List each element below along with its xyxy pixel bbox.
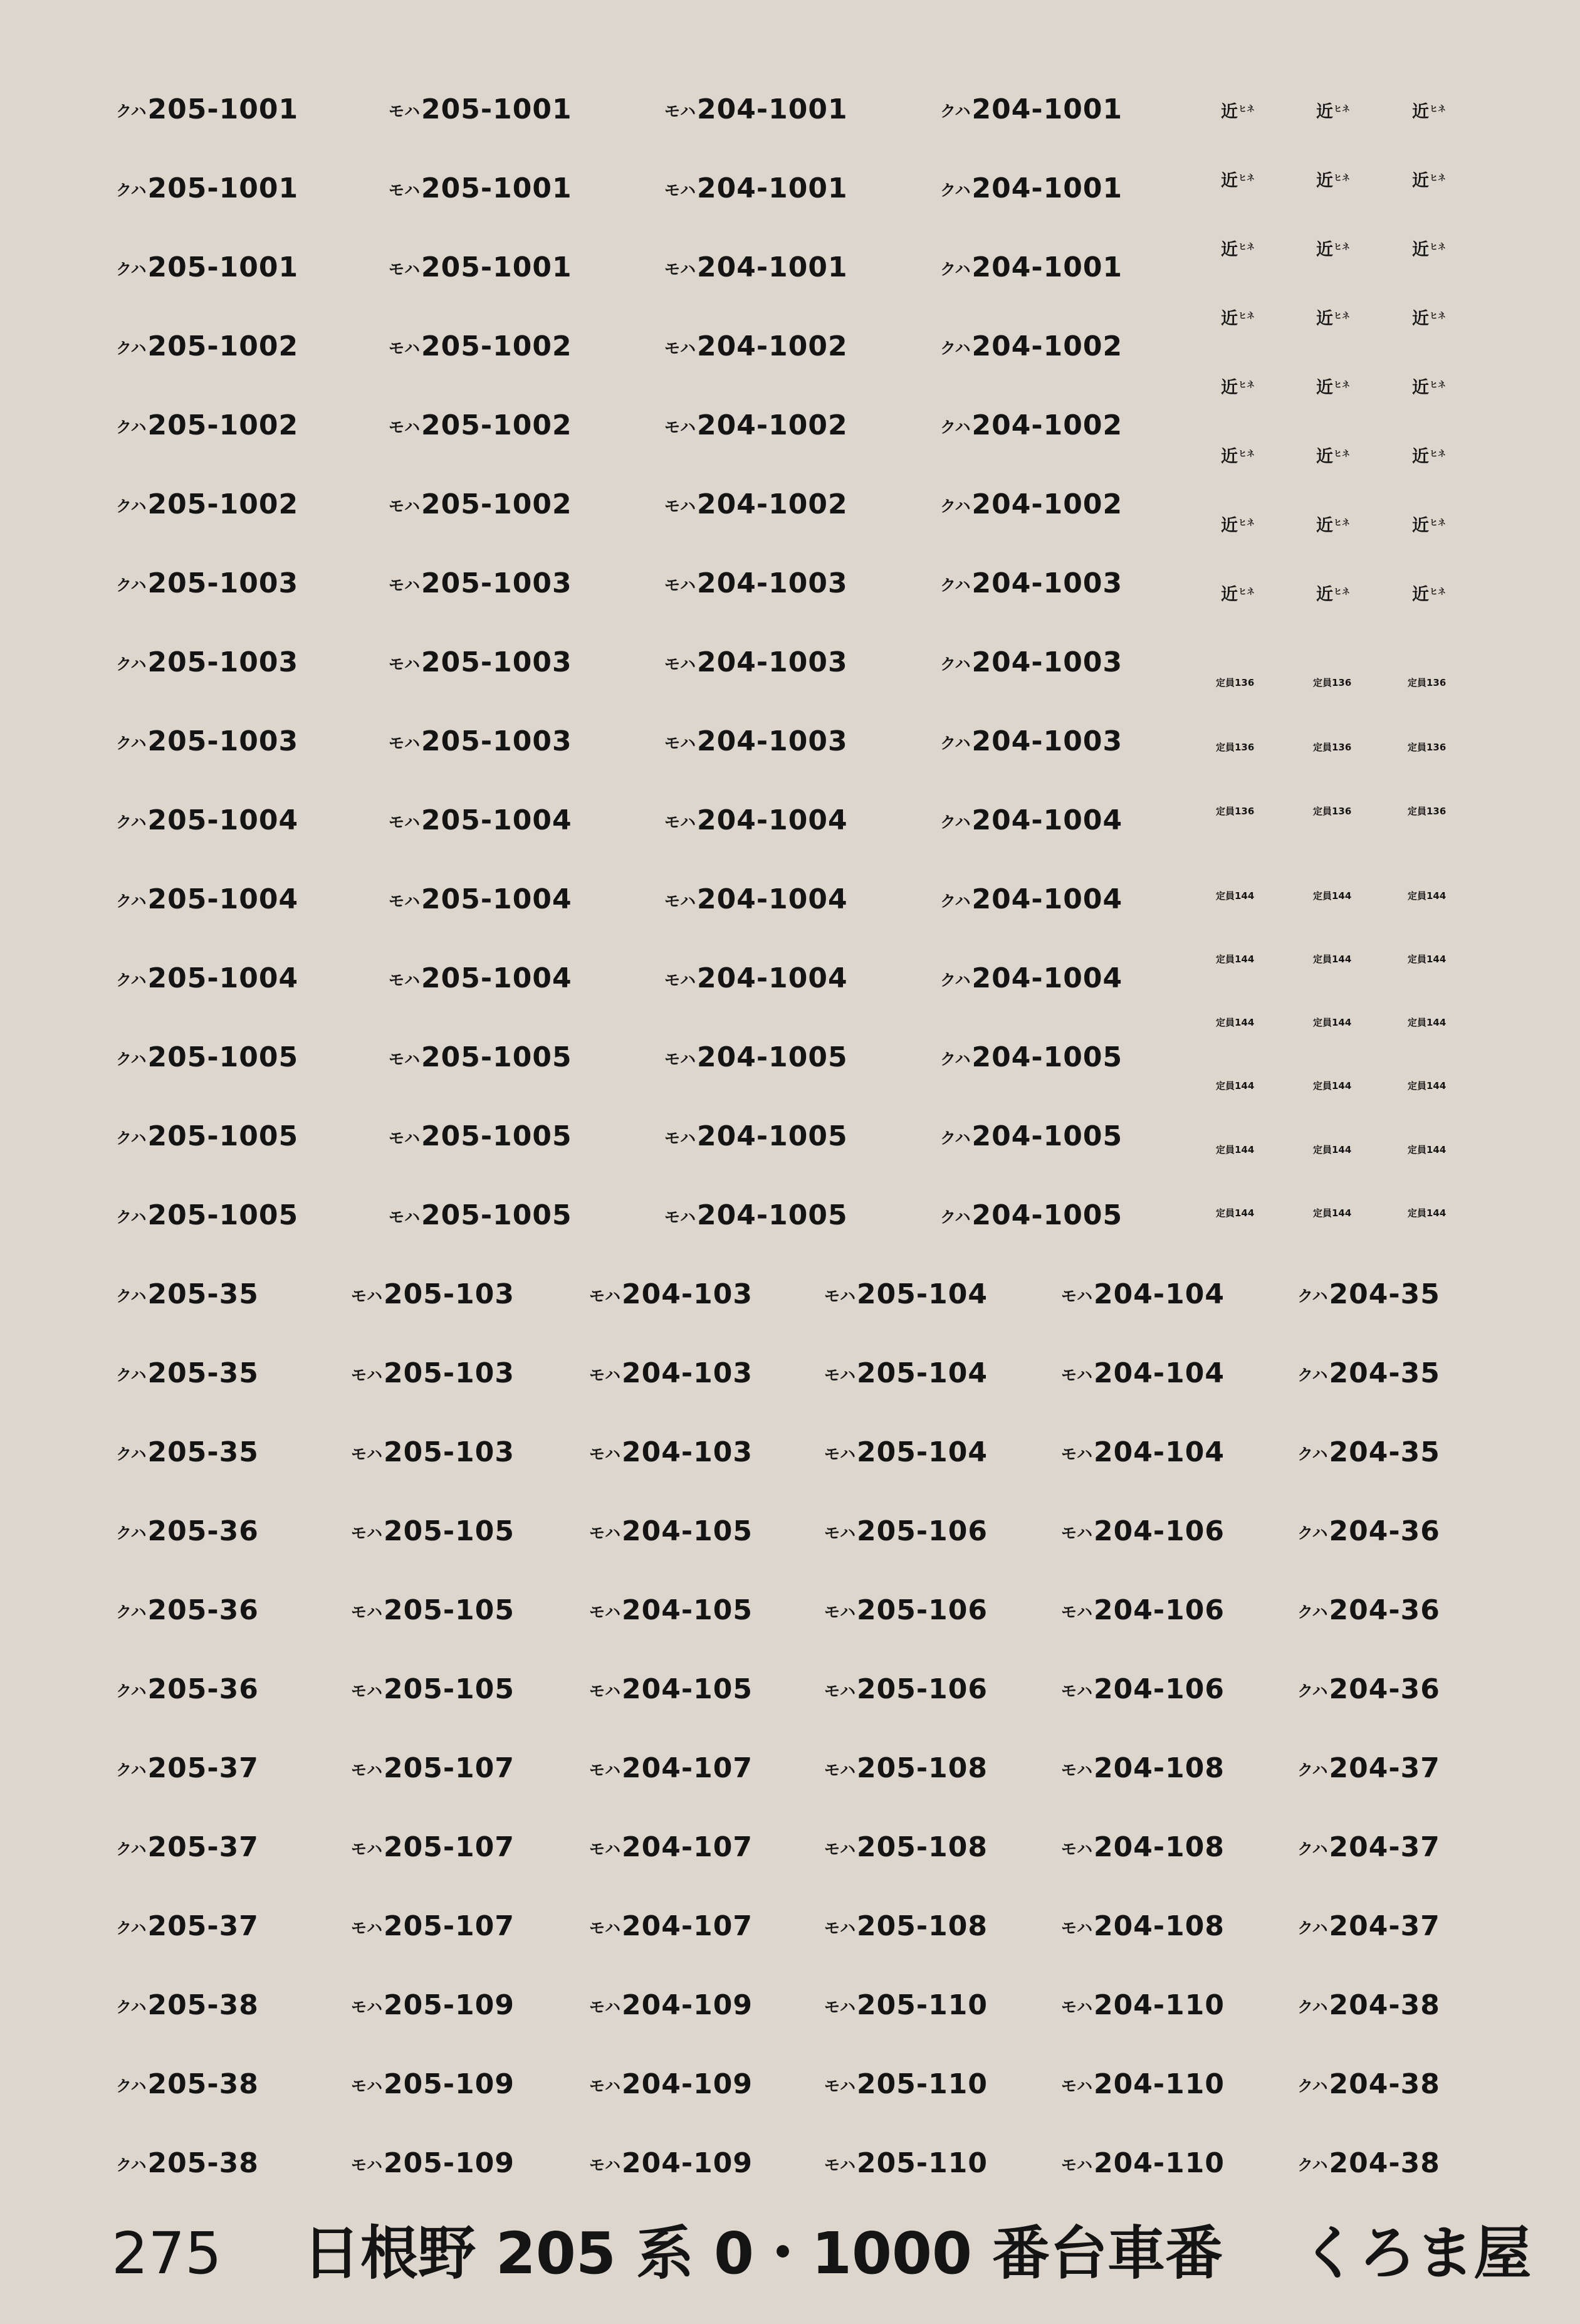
car-number-decal: クハ205-36 [116,1673,259,1705]
car-number-decal: クハ205-36 [116,1594,259,1626]
car-number-decal: モハ204-104 [1061,1278,1225,1310]
car-number-decal: モハ204-103 [589,1278,753,1310]
car-number-decal: クハ205-1001 [116,251,299,283]
car-number-decal: モハ205-1005 [389,1120,572,1152]
car-number-decal: モハ204-1004 [664,962,848,994]
car-number-decal: クハ204-36 [1297,1594,1440,1626]
depot-mark-decal: 近$^{ヒネ}$ [1412,516,1447,535]
depot-mark-decal: 近$^{ヒネ}$ [1412,309,1447,329]
car-number-decal: クハ204-1004 [940,804,1123,836]
car-number-decal: モハ205-1005 [389,1041,572,1073]
capacity-mark-decal: 定員136 [1408,677,1447,688]
depot-mark-decal: 近$^{ヒネ}$ [1412,102,1447,122]
capacity-mark-decal: 定員144 [1408,954,1447,965]
capacity-mark-decal: 定員144 [1408,1017,1447,1028]
car-number-decal: モハ204-110 [1061,1989,1225,2021]
car-number-decal: モハ204-1001 [664,251,848,283]
car-number-decal: モハ204-110 [1061,2147,1225,2179]
car-number-decal: モハ204-104 [1061,1436,1225,1468]
depot-mark-decal: 近$^{ヒネ}$ [1412,171,1447,191]
car-number-decal: モハ204-1004 [664,883,848,915]
depot-mark-decal: 近$^{ヒネ}$ [1221,378,1255,397]
car-number-decal: クハ204-36 [1297,1515,1440,1547]
capacity-mark-decal: 定員136 [1408,806,1447,817]
depot-mark-decal: 近$^{ヒネ}$ [1316,447,1351,466]
car-number-decal: クハ205-38 [116,1989,259,2021]
car-number-decal: クハ205-36 [116,1515,259,1547]
depot-mark-decal: 近$^{ヒネ}$ [1316,309,1351,329]
car-number-decal: クハ204-38 [1297,2147,1440,2179]
car-number-decal: クハ205-35 [116,1357,259,1389]
car-number-decal: モハ205-1001 [389,172,572,204]
car-number-decal: クハ204-35 [1297,1357,1440,1389]
car-number-decal: クハ205-1005 [116,1199,299,1231]
car-number-decal: モハ204-106 [1061,1515,1225,1547]
car-number-decal: モハ204-109 [589,1989,753,2021]
car-number-decal: モハ204-109 [589,2147,753,2179]
car-number-decal: モハ205-1002 [389,330,572,362]
capacity-mark-decal: 定員144 [1313,1144,1352,1155]
car-number-decal: モハ205-1002 [389,409,572,441]
capacity-mark-decal: 定員144 [1216,954,1255,965]
car-number-decal: モハ204-108 [1061,1831,1225,1863]
car-number-decal: モハ205-103 [351,1357,515,1389]
capacity-mark-decal: 定員144 [1313,1207,1352,1219]
car-number-decal: モハ204-107 [589,1910,753,1942]
car-number-decal: モハ205-103 [351,1278,515,1310]
capacity-mark-decal: 定員136 [1313,806,1352,817]
car-number-decal: モハ205-1002 [389,488,572,520]
car-number-decal: クハ205-1004 [116,962,299,994]
capacity-mark-decal: 定員136 [1216,677,1255,688]
car-number-decal: モハ204-104 [1061,1357,1225,1389]
car-number-decal: モハ205-108 [824,1831,988,1863]
car-number-decal: モハ204-107 [589,1831,753,1863]
capacity-mark-decal: 定員144 [1408,1207,1447,1219]
car-number-decal: モハ204-103 [589,1436,753,1468]
car-number-decal: クハ204-35 [1297,1278,1440,1310]
capacity-mark-decal: 定員136 [1408,742,1447,753]
car-number-decal: クハ205-1005 [116,1120,299,1152]
car-number-decal: モハ205-106 [824,1673,988,1705]
depot-mark-decal: 近$^{ヒネ}$ [1412,240,1447,260]
capacity-mark-decal: 定員144 [1313,1080,1352,1091]
car-number-decal: クハ205-35 [116,1436,259,1468]
car-number-decal: クハ204-1002 [940,330,1123,362]
car-number-decal: モハ204-106 [1061,1673,1225,1705]
car-number-decal: モハ205-110 [824,1989,988,2021]
depot-mark-decal: 近$^{ヒネ}$ [1221,309,1255,329]
car-number-decal: モハ204-108 [1061,1910,1225,1942]
car-number-decal: モハ204-105 [589,1515,753,1547]
depot-mark-decal: 近$^{ヒネ}$ [1316,585,1351,604]
depot-mark-decal: 近$^{ヒネ}$ [1221,171,1255,191]
depot-mark-decal: 近$^{ヒネ}$ [1221,102,1255,122]
car-number-decal: モハ205-104 [824,1436,988,1468]
car-number-decal: クハ204-1002 [940,488,1123,520]
depot-mark-decal: 近$^{ヒネ}$ [1221,447,1255,466]
car-number-decal: クハ205-1003 [116,567,299,599]
car-number-decal: モハ204-107 [589,1752,753,1784]
car-number-decal: クハ204-37 [1297,1910,1440,1942]
car-number-decal: モハ205-108 [824,1910,988,1942]
car-number-decal: クハ204-38 [1297,1989,1440,2021]
car-number-decal: クハ204-1004 [940,883,1123,915]
car-number-decal: モハ205-1003 [389,646,572,678]
car-number-decal: モハ204-106 [1061,1594,1225,1626]
sheet-caption [112,2216,1531,2291]
car-number-decal: モハ204-109 [589,2068,753,2100]
car-number-decal: モハ205-110 [824,2147,988,2179]
depot-mark-decal: 近$^{ヒネ}$ [1412,447,1447,466]
car-number-decal: モハ205-105 [351,1515,515,1547]
car-number-decal: モハ205-109 [351,1989,515,2021]
depot-mark-decal: 近$^{ヒネ}$ [1316,171,1351,191]
depot-mark-decal: 近$^{ヒネ}$ [1316,240,1351,260]
car-number-decal: モハ205-108 [824,1752,988,1784]
car-number-decal: モハ205-109 [351,2147,515,2179]
car-number-decal: モハ205-104 [824,1278,988,1310]
product-code: 275 [112,2220,222,2287]
car-number-decal: モハ204-1001 [664,172,848,204]
car-number-decal: モハ205-1004 [389,883,572,915]
car-number-decal: モハ204-1003 [664,646,848,678]
capacity-mark-decal: 定員144 [1408,890,1447,902]
capacity-mark-decal: 定員144 [1216,1080,1255,1091]
car-number-decal: クハ205-1002 [116,488,299,520]
car-number-decal: クハ205-1004 [116,883,299,915]
car-number-decal: モハ205-109 [351,2068,515,2100]
car-number-decal: モハ204-105 [589,1594,753,1626]
car-number-decal: モハ204-1002 [664,330,848,362]
depot-mark-decal: 近$^{ヒネ}$ [1412,378,1447,397]
car-number-decal: クハ204-1001 [940,93,1123,125]
car-number-decal: クハ204-1002 [940,409,1123,441]
depot-mark-decal: 近$^{ヒネ}$ [1412,585,1447,604]
depot-mark-decal: 近$^{ヒネ}$ [1221,585,1255,604]
car-number-decal: クハ205-1002 [116,330,299,362]
capacity-mark-decal: 定員144 [1313,954,1352,965]
car-number-decal: モハ205-105 [351,1594,515,1626]
capacity-mark-decal: 定員144 [1216,1207,1255,1219]
car-number-decal: モハ205-1003 [389,567,572,599]
capacity-mark-decal: 定員144 [1313,890,1352,902]
capacity-mark-decal: 定員144 [1313,1017,1352,1028]
car-number-decal: クハ204-1003 [940,725,1123,757]
depot-mark-decal: 近$^{ヒネ}$ [1221,240,1255,260]
car-number-decal: モハ205-103 [351,1436,515,1468]
car-number-decal: クハ204-1005 [940,1120,1123,1152]
car-number-decal: クハ204-1001 [940,172,1123,204]
car-number-decal: モハ205-1003 [389,725,572,757]
car-number-decal: モハ204-1005 [664,1120,848,1152]
car-number-decal: モハ205-1004 [389,804,572,836]
car-number-decal: モハ205-1004 [389,962,572,994]
car-number-decal: クハ205-37 [116,1910,259,1942]
car-number-decal: モハ204-105 [589,1673,753,1705]
car-number-decal: モハ204-110 [1061,2068,1225,2100]
car-number-decal: クハ205-37 [116,1831,259,1863]
car-number-decal: モハ204-1005 [664,1199,848,1231]
car-number-decal: モハ204-1003 [664,567,848,599]
car-number-decal: クハ204-37 [1297,1752,1440,1784]
car-number-decal: モハ205-104 [824,1357,988,1389]
car-number-decal: モハ205-1001 [389,93,572,125]
capacity-mark-decal: 定員144 [1216,1144,1255,1155]
car-number-decal: モハ205-107 [351,1831,515,1863]
depot-mark-decal: 近$^{ヒネ}$ [1316,378,1351,397]
car-number-decal: モハ205-106 [824,1515,988,1547]
capacity-mark-decal: 定員136 [1313,742,1352,753]
car-number-decal: モハ204-1003 [664,725,848,757]
car-number-decal: モハ204-103 [589,1357,753,1389]
car-number-decal: クハ205-1001 [116,172,299,204]
car-number-decal: クハ204-1001 [940,251,1123,283]
car-number-decal: クハ205-1004 [116,804,299,836]
depot-mark-decal: 近$^{ヒネ}$ [1221,516,1255,535]
car-number-decal: モハ204-1001 [664,93,848,125]
car-number-decal: モハ204-108 [1061,1752,1225,1784]
car-number-decal: モハ205-107 [351,1752,515,1784]
product-title: 日根野 205 系 0・1000 番台車番 [302,2220,1223,2287]
car-number-decal: クハ204-1005 [940,1199,1123,1231]
car-number-decal: クハ204-36 [1297,1673,1440,1705]
car-number-decal: クハ205-1002 [116,409,299,441]
car-number-decal: モハ204-1002 [664,409,848,441]
car-number-decal: クハ205-38 [116,2147,259,2179]
car-number-decal: クハ205-35 [116,1278,259,1310]
car-number-decal: モハ204-1005 [664,1041,848,1073]
car-number-decal: モハ205-106 [824,1594,988,1626]
car-number-decal: モハ205-110 [824,2068,988,2100]
depot-mark-decal: 近$^{ヒネ}$ [1316,516,1351,535]
car-number-decal: クハ204-38 [1297,2068,1440,2100]
car-number-decal: クハ204-35 [1297,1436,1440,1468]
car-number-decal: クハ205-37 [116,1752,259,1784]
maker-name: くろま屋 [1300,2220,1532,2287]
car-number-decal: クハ204-1005 [940,1041,1123,1073]
car-number-decal: モハ205-105 [351,1673,515,1705]
capacity-mark-decal: 定員136 [1313,677,1352,688]
car-number-decal: クハ205-1003 [116,646,299,678]
car-number-decal: クハ204-37 [1297,1831,1440,1863]
capacity-mark-decal: 定員144 [1408,1144,1447,1155]
car-number-decal: モハ205-107 [351,1910,515,1942]
depot-mark-decal: 近$^{ヒネ}$ [1316,102,1351,122]
car-number-decal: クハ204-1004 [940,962,1123,994]
car-number-decal: クハ205-1005 [116,1041,299,1073]
car-number-decal: クハ205-1003 [116,725,299,757]
capacity-mark-decal: 定員136 [1216,742,1255,753]
capacity-mark-decal: 定員144 [1216,890,1255,902]
car-number-decal: クハ205-38 [116,2068,259,2100]
car-number-decal: クハ204-1003 [940,646,1123,678]
capacity-mark-decal: 定員144 [1216,1017,1255,1028]
car-number-decal: モハ205-1001 [389,251,572,283]
car-number-decal: モハ205-1005 [389,1199,572,1231]
capacity-mark-decal: 定員144 [1408,1080,1447,1091]
car-number-decal: モハ204-1002 [664,488,848,520]
car-number-decal: モハ204-1004 [664,804,848,836]
capacity-mark-decal: 定員136 [1216,806,1255,817]
car-number-decal: クハ204-1003 [940,567,1123,599]
car-number-decal: クハ205-1001 [116,93,299,125]
